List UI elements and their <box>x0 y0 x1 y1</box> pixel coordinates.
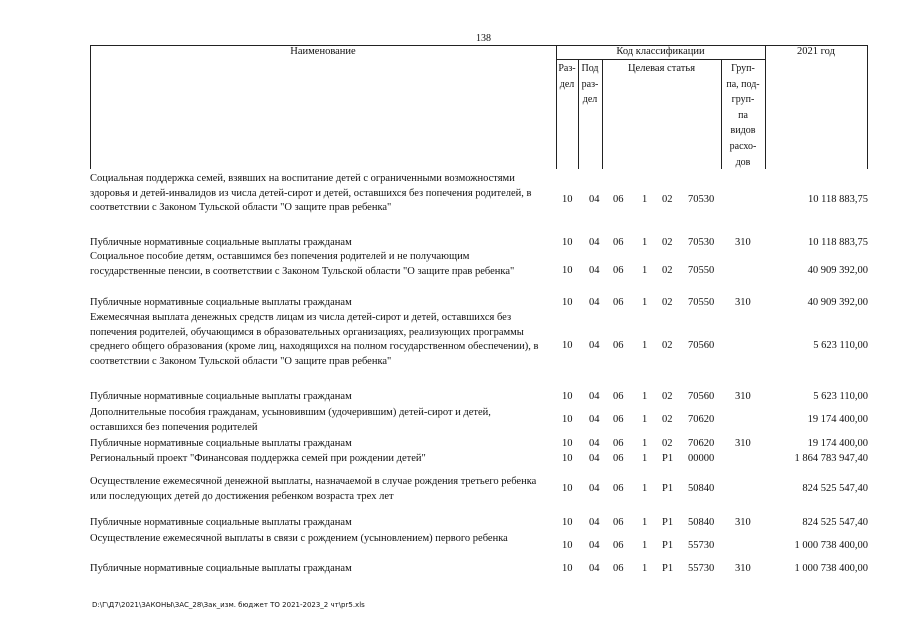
header-razdel: Раз- дел <box>558 63 576 90</box>
row-amount: 40 909 392,00 <box>807 297 868 308</box>
row-code-s1: 06 <box>613 517 624 528</box>
row-code-p: 04 <box>589 297 600 308</box>
row-amount: 10 118 883,75 <box>808 194 868 205</box>
row-amount: 1 000 738 400,00 <box>794 540 868 551</box>
row-code-s3: 02 <box>662 297 673 308</box>
row-code-r: 10 <box>562 265 573 276</box>
row-code-s1: 06 <box>613 453 624 464</box>
row-code-p: 04 <box>589 265 600 276</box>
row-code-p: 04 <box>589 453 600 464</box>
row-code-p: 04 <box>589 391 600 402</box>
row-name: Социальное пособие детям, оставшимся без попечения родителей и не получающим государственные пенсии, в соответствии с Законом Тульской области "О защите прав ребенка" <box>90 251 515 277</box>
row-code-s3: P1 <box>662 563 674 574</box>
header-target: Целевая статья <box>627 63 696 74</box>
row-code-s3: P1 <box>662 540 674 551</box>
header-left-border <box>90 45 91 169</box>
row-code-s3: P1 <box>662 517 674 528</box>
header-name: Наименование <box>290 46 356 57</box>
row-code-r: 10 <box>562 340 573 351</box>
row-code-r: 10 <box>562 194 573 205</box>
header-divider-year <box>765 45 766 169</box>
row-amount: 19 174 400,00 <box>807 414 868 425</box>
row-code-s4: 70620 <box>688 414 715 425</box>
header-divider-podrazdel <box>602 59 603 169</box>
row-code-r: 10 <box>562 563 573 574</box>
row-code-s2: 1 <box>642 540 648 551</box>
row-name: Публичные нормативные социальные выплаты гражданам <box>90 438 352 449</box>
row-code-s1: 06 <box>613 265 624 276</box>
row-code-p: 04 <box>589 483 600 494</box>
row-name: Публичные нормативные социальные выплаты гражданам <box>90 517 352 528</box>
row-code-p: 04 <box>589 438 600 449</box>
row-code-p: 04 <box>589 237 600 248</box>
row-code-s4: 70530 <box>688 237 715 248</box>
row-code-p: 04 <box>589 517 600 528</box>
row-code-s4: 50840 <box>688 517 715 528</box>
row-code-s1: 06 <box>613 563 624 574</box>
row-code-s2: 1 <box>642 265 648 276</box>
row-code-s3: 02 <box>662 194 673 205</box>
row-code-s4: 55730 <box>688 540 715 551</box>
row-code-s2: 1 <box>642 194 648 205</box>
table-header <box>90 45 868 169</box>
header-right-border <box>867 45 868 169</box>
row-code-s1: 06 <box>613 194 624 205</box>
row-name: Публичные нормативные социальные выплаты гражданам <box>90 237 352 248</box>
row-code-p: 04 <box>589 414 600 425</box>
row-code-s3: P1 <box>662 453 674 464</box>
row-code-s1: 06 <box>613 340 624 351</box>
row-code-s3: 02 <box>662 438 673 449</box>
row-name: Ежемесячная выплата денежных средств лицам из числа детей-сирот и детей, оставшихся без попечения родителей, обучающимся в образовательных организациях, реализующих программы среднего общего образования (кроме лиц, находящихся на полном государственном обеспечении), в соответствии с Законом Тульской области "О защите прав ребенка" <box>90 312 539 367</box>
row-code-r: 10 <box>562 237 573 248</box>
row-code-r: 10 <box>562 438 573 449</box>
row-amount: 5 623 110,00 <box>813 340 868 351</box>
file-path-footer: D:\Г\Д7\2021\ЗАКОНЫ\ЗАС_28\Зак_изм. бюджет ТО 2021-2023_2 чт\pr5.xls <box>92 601 365 609</box>
row-code-s4: 55730 <box>688 563 715 574</box>
row-code-s1: 06 <box>613 414 624 425</box>
row-code-s4: 70620 <box>688 438 715 449</box>
row-code-r: 10 <box>562 414 573 425</box>
header-podrazdel: Под раз- дел <box>581 63 599 106</box>
row-name: Социальная поддержка семей, взявших на воспитание детей с ограниченными возможностями здоровья и детей-инвалидов из числа детей-сирот и детей, оставшихся без попечения родителей, в соответствии с Законом Тульской области "О защите прав ребенка" <box>90 173 532 214</box>
header-code: Код классификации <box>616 46 705 57</box>
row-code-s1: 06 <box>613 237 624 248</box>
row-code-v: 310 <box>735 237 751 248</box>
row-code-s1: 06 <box>613 483 624 494</box>
row-code-s4: 70530 <box>688 194 715 205</box>
row-code-v: 310 <box>735 517 751 528</box>
row-code-s3: 02 <box>662 414 673 425</box>
row-code-s3: 02 <box>662 340 673 351</box>
row-amount: 824 525 547,40 <box>802 517 868 528</box>
row-code-s2: 1 <box>642 297 648 308</box>
row-code-r: 10 <box>562 517 573 528</box>
row-code-s4: 70550 <box>688 265 715 276</box>
row-code-r: 10 <box>562 391 573 402</box>
row-code-p: 04 <box>589 194 600 205</box>
row-code-v: 310 <box>735 297 751 308</box>
row-code-s4: 70560 <box>688 340 715 351</box>
row-amount: 5 623 110,00 <box>813 391 868 402</box>
row-code-s2: 1 <box>642 453 648 464</box>
row-code-s3: 02 <box>662 237 673 248</box>
row-code-p: 04 <box>589 340 600 351</box>
row-code-s1: 06 <box>613 297 624 308</box>
row-name: Публичные нормативные социальные выплаты гражданам <box>90 563 352 574</box>
row-code-v: 310 <box>735 391 751 402</box>
row-code-s4: 00000 <box>688 453 715 464</box>
row-code-r: 10 <box>562 540 573 551</box>
row-code-p: 04 <box>589 540 600 551</box>
row-code-s2: 1 <box>642 517 648 528</box>
header-group: Груп- па, под- груп- па видов расхо- дов <box>726 63 760 168</box>
row-amount: 10 118 883,75 <box>808 237 868 248</box>
row-code-s3: 02 <box>662 391 673 402</box>
row-code-r: 10 <box>562 453 573 464</box>
row-code-s2: 1 <box>642 237 648 248</box>
row-code-s1: 06 <box>613 438 624 449</box>
row-code-s3: 02 <box>662 265 673 276</box>
row-amount: 1 864 783 947,40 <box>794 453 868 464</box>
row-code-r: 10 <box>562 483 573 494</box>
row-code-s2: 1 <box>642 483 648 494</box>
row-code-s2: 1 <box>642 563 648 574</box>
row-amount: 40 909 392,00 <box>807 265 868 276</box>
row-code-s2: 1 <box>642 391 648 402</box>
row-name: Осуществление ежемесячной выплаты в связи с рождением (усыновлением) первого ребенка <box>90 533 508 544</box>
row-code-s4: 70550 <box>688 297 715 308</box>
row-name: Осуществление ежемесячной денежной выплаты, назначаемой в случае рождения третьего ребенка или последующих детей до достижения ребенком возраста трех лет <box>90 476 537 502</box>
row-code-s2: 1 <box>642 414 648 425</box>
row-code-s1: 06 <box>613 391 624 402</box>
row-code-s4: 70560 <box>688 391 715 402</box>
row-code-s1: 06 <box>613 540 624 551</box>
page-number: 138 <box>476 33 491 44</box>
row-code-r: 10 <box>562 297 573 308</box>
row-name: Публичные нормативные социальные выплаты гражданам <box>90 391 352 402</box>
row-amount: 1 000 738 400,00 <box>794 563 868 574</box>
row-name: Региональный проект "Финансовая поддержка семей при рождении детей" <box>90 453 426 464</box>
row-amount: 824 525 547,40 <box>802 483 868 494</box>
row-code-s2: 1 <box>642 340 648 351</box>
row-code-s4: 50840 <box>688 483 715 494</box>
row-code-s2: 1 <box>642 438 648 449</box>
row-code-p: 04 <box>589 563 600 574</box>
code-underline <box>556 59 765 60</box>
row-code-v: 310 <box>735 563 751 574</box>
header-year: 2021 год <box>797 46 835 57</box>
row-name: Публичные нормативные социальные выплаты гражданам <box>90 297 352 308</box>
row-code-v: 310 <box>735 438 751 449</box>
row-name: Дополнительные пособия гражданам, усыновившим (удочерившим) детей-сирот и детей, оставшихся без попечения родителей <box>90 407 491 433</box>
row-code-s3: P1 <box>662 483 674 494</box>
row-amount: 19 174 400,00 <box>807 438 868 449</box>
